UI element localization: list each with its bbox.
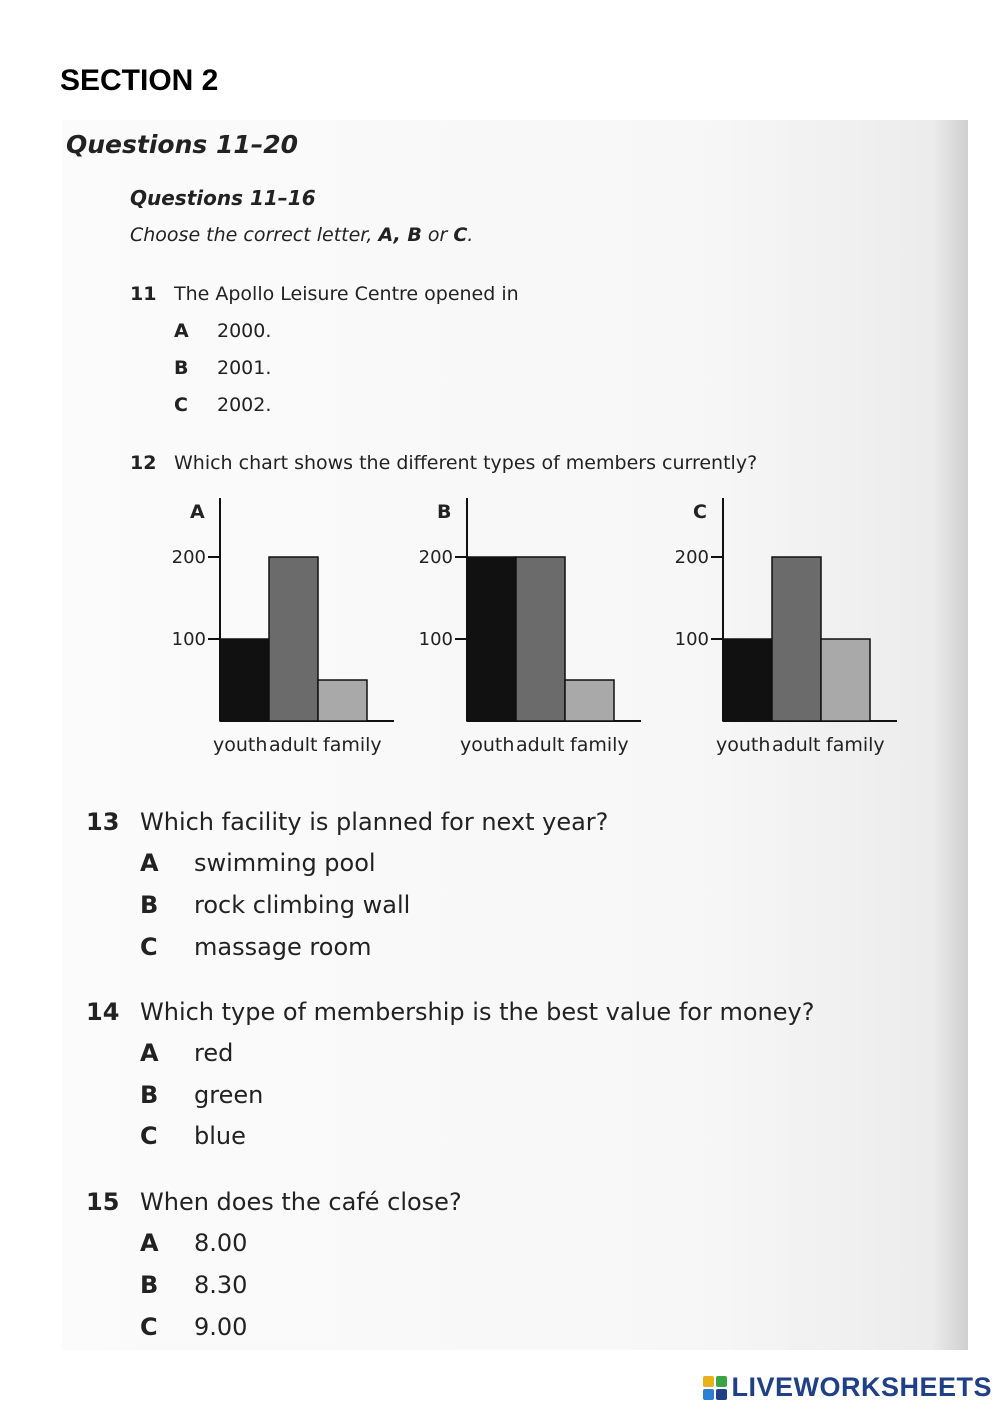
option-text: 8.00 [194, 1229, 248, 1257]
option-text: 9.00 [194, 1313, 248, 1341]
bar-youth [723, 639, 772, 721]
question-text: Which chart shows the different types of members currently? [174, 452, 758, 474]
category-label: adult [516, 734, 565, 756]
option-text: 8.30 [194, 1271, 248, 1299]
option-letter: A [140, 1229, 159, 1257]
option-text: red [194, 1039, 234, 1067]
question-text: The Apollo Leisure Centre opened in [174, 283, 519, 305]
chart-c [675, 498, 897, 756]
option-letter: C [174, 394, 188, 416]
subsection-heading: Questions 11–16 [130, 186, 316, 210]
bar-youth [467, 557, 516, 721]
question-text: Which facility is planned for next year? [140, 808, 609, 836]
question-number: 14 [86, 998, 120, 1026]
option-letter: A [140, 849, 159, 877]
option-letter: B [140, 891, 159, 919]
option-letter: B [140, 1081, 159, 1109]
section-title: SECTION 2 [60, 64, 219, 97]
y-tick-label: 200 [171, 547, 206, 568]
chart-label: A [190, 501, 205, 523]
chart-label: C [693, 501, 707, 523]
option-text: blue [194, 1122, 246, 1150]
chart-label: B [437, 501, 452, 523]
chart-a [172, 498, 394, 756]
bar-adult [269, 557, 318, 721]
bar-family [565, 680, 614, 721]
option-letter: A [174, 320, 189, 342]
y-tick-label: 200 [674, 547, 709, 568]
option-letter: C [140, 1122, 158, 1150]
instruction: Choose the correct letter, A, B or C. [130, 224, 474, 246]
option-letter: C [140, 933, 158, 961]
category-label: family [323, 734, 382, 756]
option-letter: B [140, 1271, 159, 1299]
bar-youth [220, 639, 269, 721]
question-text: Which type of membership is the best value for money? [140, 998, 815, 1026]
category-label: youth [213, 734, 268, 756]
category-label: adult [269, 734, 318, 756]
chart-b [419, 498, 641, 756]
option-text: 2001. [217, 357, 272, 379]
option-text: 2002. [217, 394, 272, 416]
bar-family [821, 639, 870, 721]
option-text: rock climbing wall [194, 891, 411, 919]
question-number: 15 [86, 1188, 120, 1216]
category-label: family [570, 734, 629, 756]
option-text: 2000. [217, 320, 272, 342]
y-tick-label: 100 [418, 629, 453, 650]
option-text: massage room [194, 933, 372, 961]
question-number: 11 [130, 283, 157, 305]
y-tick-label: 100 [171, 629, 206, 650]
option-letter: B [174, 357, 189, 379]
liveworksheets-logo [703, 1372, 992, 1403]
y-tick-label: 100 [674, 629, 709, 650]
question-text: When does the café close? [140, 1188, 462, 1216]
category-label: adult [772, 734, 821, 756]
bar-family [318, 680, 367, 721]
category-label: youth [460, 734, 515, 756]
category-label: family [826, 734, 885, 756]
option-letter: C [140, 1313, 158, 1341]
option-text: green [194, 1081, 264, 1109]
logo-text: LIVEWORKSHEETS [731, 1372, 992, 1402]
logo-icon [703, 1376, 727, 1400]
y-tick-label: 200 [418, 547, 453, 568]
option-text: swimming pool [194, 849, 376, 877]
question-number: 13 [86, 808, 120, 836]
questions-range-heading: Questions 11–20 [66, 130, 299, 159]
option-letter: A [140, 1039, 159, 1067]
bar-charts [0, 490, 1000, 770]
category-label: youth [716, 734, 771, 756]
bar-adult [772, 557, 821, 721]
bar-adult [516, 557, 565, 721]
question-number: 12 [130, 452, 157, 474]
